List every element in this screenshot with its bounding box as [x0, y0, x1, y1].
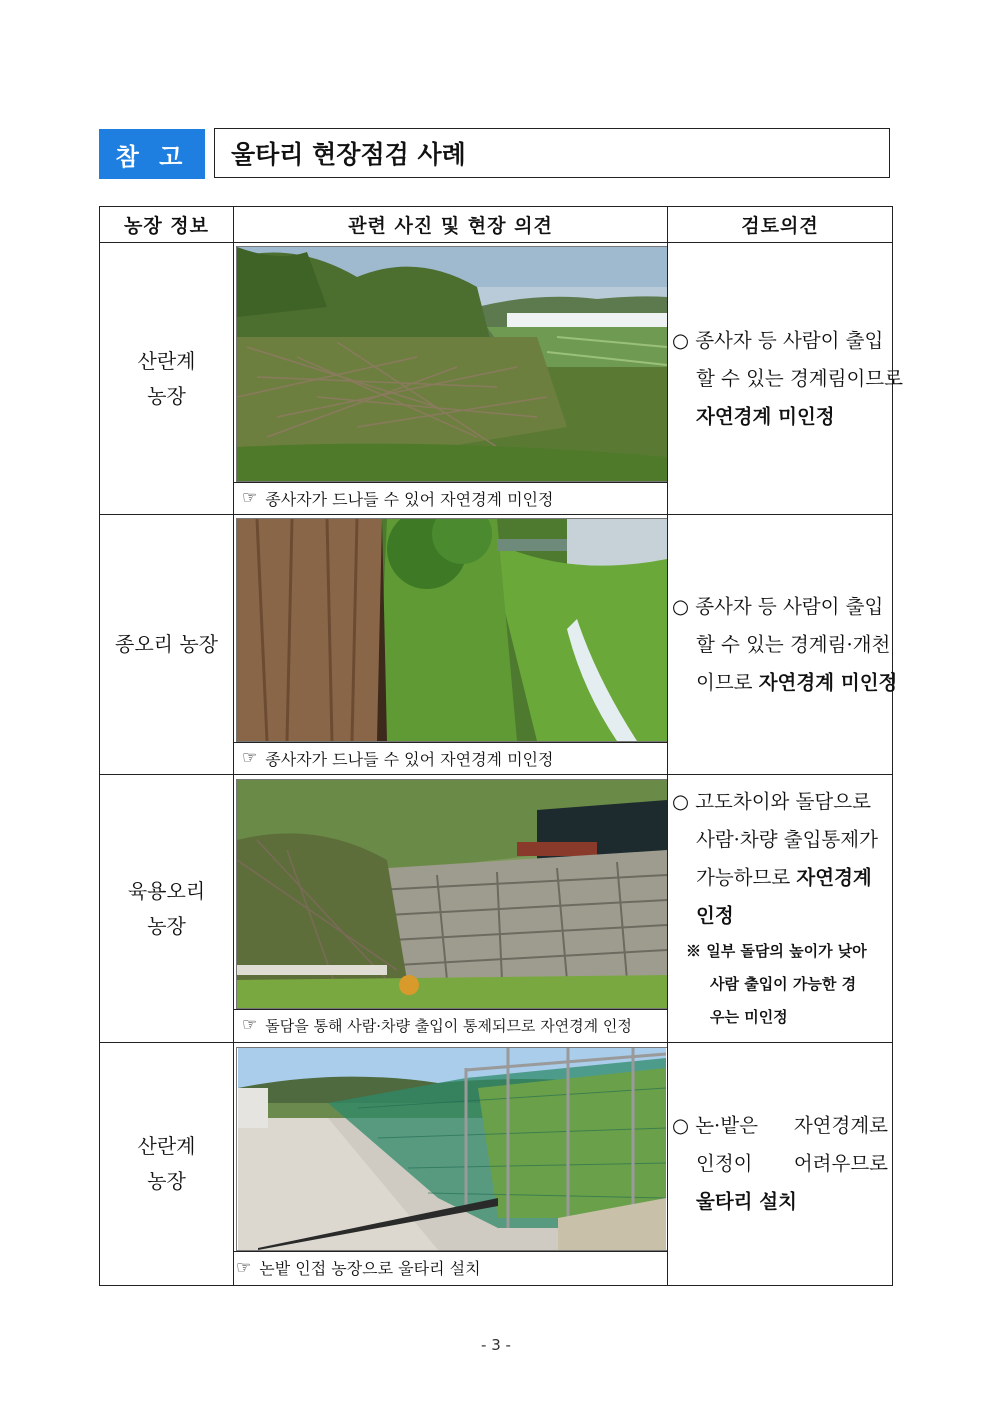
- review-note: ※ 일부 돌담의 높이가 낮아: [686, 942, 867, 960]
- review-note: 우는 미인정: [710, 1008, 788, 1026]
- review-line: ○ 고도차이와 돌담으로: [672, 790, 871, 813]
- farm-name-suffix: 농장: [147, 383, 186, 408]
- photo-caption: [234, 482, 667, 514]
- photo-cell: [234, 243, 668, 515]
- review-line: ○ 종사자 등 사람이 출입: [672, 328, 884, 352]
- table-row: [100, 1043, 893, 1286]
- review-text: ○ 논·밭은: [672, 1114, 758, 1137]
- photo-caption: [234, 1009, 667, 1041]
- table-row: [100, 775, 893, 1043]
- caption-text: 돌담을 통해 사람·차량 출입이 통제되므로 자연경계 인정: [265, 1016, 632, 1035]
- review-line: 할 수 있는 경계림·개천: [696, 632, 891, 656]
- review-note: 사람 출입이 가능한 경: [710, 975, 857, 993]
- farm-info-cell: [100, 1043, 234, 1286]
- review-conclusion: 인정: [696, 904, 734, 927]
- table-header-row: [100, 207, 893, 243]
- page-title: [214, 128, 890, 178]
- pointing-hand-icon: ☞: [242, 488, 258, 508]
- caption-text: 종사자가 드나들 수 있어 자연경계 미인정: [265, 489, 554, 509]
- table-row: [100, 515, 893, 775]
- review-conclusion: 자연경계 미인정: [696, 404, 835, 428]
- pointing-hand-icon: ☞: [242, 748, 258, 768]
- farm-info-cell: [100, 515, 234, 775]
- caption-text: 논밭 인접 농장으로 울타리 설치: [259, 1259, 481, 1278]
- review-cell: [668, 243, 903, 515]
- review-text: 가능하므로: [696, 866, 797, 889]
- farm-name: 육용오리: [127, 878, 206, 903]
- photo-cell: [234, 1043, 668, 1286]
- farm-name-suffix: 농장: [147, 1169, 186, 1193]
- page-title-text: 울타리 현장점검 사례: [231, 140, 466, 169]
- field-photo-fence: [236, 1047, 668, 1251]
- review-cell: [668, 775, 893, 1043]
- farm-name: 산란계: [137, 1134, 196, 1158]
- pointing-hand-icon: ☞: [242, 1015, 258, 1035]
- column-header-photo: 관련 사진 및 현장 의견: [234, 207, 668, 243]
- review-conclusion: 자연경계 미인정: [758, 670, 898, 694]
- review-text: 자연경계로: [793, 1114, 888, 1137]
- pointing-hand-icon: ☞: [236, 1257, 252, 1278]
- field-photo-boundary-forest: [236, 246, 668, 482]
- field-photo-stone-wall: [236, 779, 668, 1009]
- review-cell: [668, 515, 898, 775]
- review-line: [672, 664, 898, 702]
- review-line: 사람·차량 출입통제가: [696, 828, 878, 851]
- review-conclusion: 울타리 설치: [696, 1190, 797, 1213]
- farm-name: 산란계: [137, 348, 196, 373]
- review-text: 인정이: [696, 1152, 753, 1175]
- review-line: [672, 1107, 888, 1145]
- review-cell: [668, 1043, 893, 1286]
- photo-caption: [234, 742, 667, 774]
- reference-badge: 참 고: [99, 129, 205, 179]
- review-conclusion: 자연경계: [796, 866, 872, 889]
- caption-text: 종사자가 드나들 수 있어 자연경계 미인정: [265, 749, 554, 769]
- table-row: [100, 243, 893, 515]
- page-number: - 3 -: [481, 1336, 511, 1354]
- farm-name: 종오리 농장: [115, 632, 218, 656]
- farm-name-suffix: 농장: [147, 913, 186, 938]
- review-line: ○ 종사자 등 사람이 출입: [672, 594, 884, 618]
- column-header-review: 검토의견: [668, 207, 893, 243]
- review-line: 할 수 있는 경계림이므로: [696, 366, 903, 390]
- photo-cell: [234, 775, 668, 1043]
- review-text: 이므로: [696, 670, 759, 694]
- review-line: [672, 859, 888, 897]
- column-header-farm: 농장 정보: [100, 207, 234, 243]
- field-photo-stream: [236, 518, 668, 742]
- review-line: [672, 1145, 888, 1183]
- photo-caption: [234, 1251, 667, 1283]
- photo-cell: [234, 515, 668, 775]
- farm-info-cell: [100, 243, 234, 515]
- inspection-table: [99, 206, 903, 1286]
- farm-info-cell: [100, 775, 234, 1043]
- review-text: 어려우므로: [793, 1152, 888, 1175]
